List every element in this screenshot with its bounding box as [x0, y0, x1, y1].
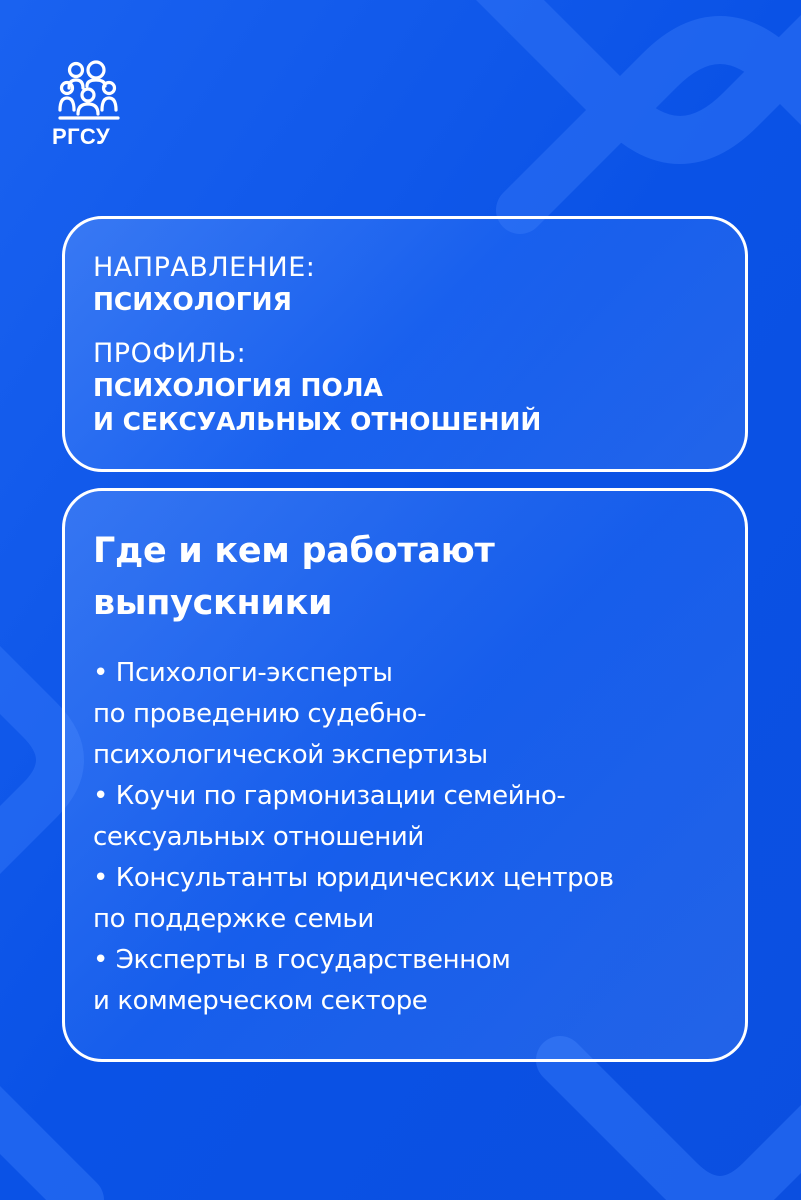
graduates-heading-line: выпускники: [93, 583, 333, 623]
rgsu-logo: [52, 58, 132, 148]
list-item-line: • Эксперты в государственном: [93, 945, 511, 975]
list-item-line: и коммерческом секторе: [93, 986, 428, 1016]
list-item: [93, 940, 717, 1022]
list-item-line: • Психологи-эксперты: [93, 658, 393, 688]
graduates-heading-line: Где и кем работают: [93, 531, 495, 571]
list-item: [93, 653, 717, 776]
profile-value-line: ПСИХОЛОГИЯ ПОЛА: [93, 373, 383, 402]
list-item-line: по поддержке семьи: [93, 904, 374, 934]
profile-value-line: И СЕКСУАЛЬНЫХ ОТНОШЕНИЙ: [93, 407, 542, 436]
direction-label: НАПРАВЛЕНИЕ:: [93, 252, 316, 283]
list-item: [93, 858, 717, 940]
list-item-line: сексуальных отношений: [93, 822, 424, 852]
list-item-line: • Консультанты юридических центров: [93, 863, 614, 893]
careers-list: [93, 653, 717, 1022]
list-item-line: по проведению судебно-: [93, 699, 427, 729]
direction-value: ПСИХОЛОГИЯ: [93, 287, 292, 316]
profile-label: ПРОФИЛЬ:: [93, 338, 247, 369]
list-item-line: • Коучи по гармонизации семейно-: [93, 781, 566, 811]
people-group-icon: [56, 58, 122, 122]
list-item-line: психологической экспертизы: [93, 740, 488, 770]
graduates-card: [62, 488, 748, 1062]
direction-card: [62, 216, 748, 472]
logo-text: РГСУ: [52, 124, 111, 149]
list-item: [93, 776, 717, 858]
